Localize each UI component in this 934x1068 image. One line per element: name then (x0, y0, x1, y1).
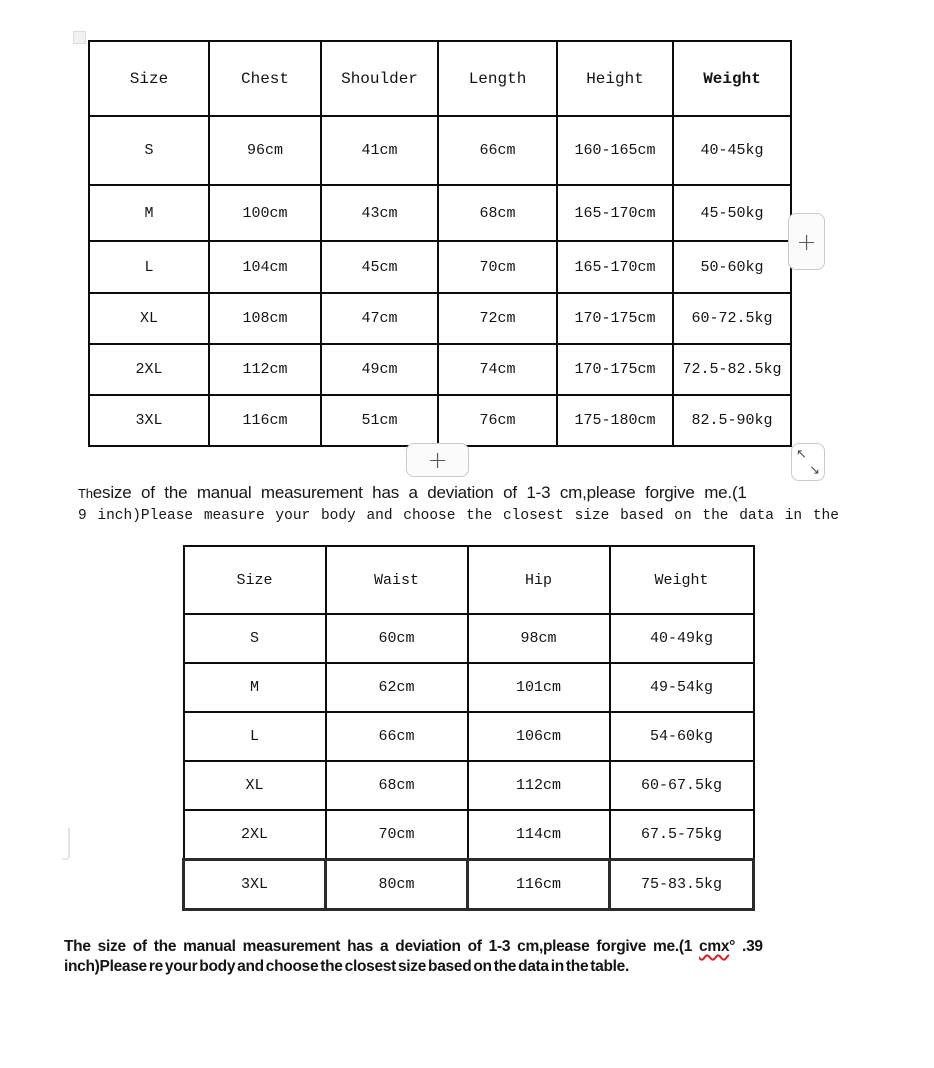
table-cell: 165-170cm (557, 241, 673, 293)
table-cell: 165-170cm (557, 185, 673, 241)
note-line (64, 938, 884, 956)
table-row (89, 344, 791, 395)
table-cell: 40-49kg (610, 614, 754, 663)
table-row (89, 395, 791, 446)
table-cell: 68cm (438, 185, 557, 241)
table-cell: L (89, 241, 209, 293)
note-line (78, 483, 886, 503)
table-cell: 3XL (89, 395, 209, 446)
table-cell: 49cm (321, 344, 438, 395)
table-cell: 170-175cm (557, 293, 673, 344)
table-cell: 60cm (326, 614, 468, 663)
table-cell: 100cm (209, 185, 321, 241)
table-cell: 50-60kg (673, 241, 791, 293)
table-row (89, 241, 791, 293)
note-text: ° .39 (729, 938, 763, 955)
table-cell: 114cm (468, 810, 610, 859)
table-cell: XL (89, 293, 209, 344)
table-header-row (89, 41, 791, 116)
column-header: Weight (610, 546, 754, 614)
plus-icon: + (427, 446, 448, 474)
table-cell: 76cm (438, 395, 557, 446)
note-line: inch)Please re your body and choose the closest size based on the data in the table. (64, 958, 629, 975)
table-cell: 116cm (209, 395, 321, 446)
table-cell: 2XL (184, 810, 326, 859)
table-cell: 45cm (321, 241, 438, 293)
misspelled-word: cmx (699, 938, 730, 955)
note-text: esize of the manual measurement has a deviation of 1-3 cm,please forgive me.(1 (92, 483, 747, 502)
table-cell: 96cm (209, 116, 321, 185)
measurement-note-middle (78, 483, 886, 524)
column-header: Shoulder (321, 41, 438, 116)
expand-icon: ↖ (796, 446, 807, 461)
table-cell: 98cm (468, 614, 610, 663)
table-cell: 2XL (89, 344, 209, 395)
column-header: Height (557, 41, 673, 116)
table-cell: 41cm (321, 116, 438, 185)
table-cell: 116cm (468, 859, 610, 909)
column-header: Size (89, 41, 209, 116)
table-cell: S (89, 116, 209, 185)
table-cell: 112cm (209, 344, 321, 395)
table-cell: 51cm (321, 395, 438, 446)
table-row (89, 116, 791, 185)
table-cell: 175-180cm (557, 395, 673, 446)
table-cell: 72.5-82.5kg (673, 344, 791, 395)
table-cell: XL (184, 761, 326, 810)
note-text-small: Th (78, 486, 93, 501)
add-row-button[interactable] (406, 443, 469, 477)
table-cell: 67.5-75kg (610, 810, 754, 859)
table-cell: 3XL (184, 859, 326, 909)
table-row (184, 810, 754, 859)
table-cell: S (184, 614, 326, 663)
table-cell: 74cm (438, 344, 557, 395)
table-row (89, 185, 791, 241)
table-cell: 170-175cm (557, 344, 673, 395)
table-cell: L (184, 712, 326, 761)
table-cell: 43cm (321, 185, 438, 241)
column-header: Length (438, 41, 557, 116)
table-cell: 101cm (468, 663, 610, 712)
plus-icon: + (796, 227, 817, 256)
note-line: 9 inch)Please measure your body and choose the closest size based on the data in the (78, 508, 839, 524)
table-cell: M (184, 663, 326, 712)
table-cell: 66cm (326, 712, 468, 761)
table-cell: M (89, 185, 209, 241)
table-cell: 75-83.5kg (610, 859, 754, 909)
table-row (184, 614, 754, 663)
table-row (89, 293, 791, 344)
table-cell: 60-67.5kg (610, 761, 754, 810)
table-cell: 80cm (326, 859, 468, 909)
table-cell: 62cm (326, 663, 468, 712)
table-cell: 66cm (438, 116, 557, 185)
table-cell: 72cm (438, 293, 557, 344)
edit-handle-artifact (73, 31, 86, 44)
table-row (184, 712, 754, 761)
column-header: Size (184, 546, 326, 614)
table-cell: 45-50kg (673, 185, 791, 241)
column-header: Hip (468, 546, 610, 614)
table-header-row (184, 546, 754, 614)
size-chart-table-top (88, 40, 792, 447)
size-chart-table-bottom (182, 545, 755, 911)
table-row (184, 761, 754, 810)
table-cell: 160-165cm (557, 116, 673, 185)
table-cell: 70cm (438, 241, 557, 293)
table-cell: 49-54kg (610, 663, 754, 712)
table-cell: 106cm (468, 712, 610, 761)
table-cell: 60-72.5kg (673, 293, 791, 344)
table-cell: 104cm (209, 241, 321, 293)
expand-icon: ↘ (809, 462, 820, 477)
note-text: The size of the manual measurement has a deviation of 1-3 cm,please forgive me.(1 (64, 938, 700, 955)
measurement-note-bottom (64, 938, 884, 976)
table-cell: 70cm (326, 810, 468, 859)
table-cell: 108cm (209, 293, 321, 344)
table-cell: 68cm (326, 761, 468, 810)
column-header: Weight (673, 41, 791, 116)
column-header: Waist (326, 546, 468, 614)
add-column-button[interactable] (788, 213, 825, 270)
table-cell: 54-60kg (610, 712, 754, 761)
expand-button[interactable] (791, 443, 825, 481)
table-cell: 82.5-90kg (673, 395, 791, 446)
table-row (184, 859, 754, 909)
table-row (184, 663, 754, 712)
table-cell: 40-45kg (673, 116, 791, 185)
table-cell: 112cm (468, 761, 610, 810)
edit-handle-artifact (62, 828, 70, 860)
table-cell: 47cm (321, 293, 438, 344)
column-header: Chest (209, 41, 321, 116)
